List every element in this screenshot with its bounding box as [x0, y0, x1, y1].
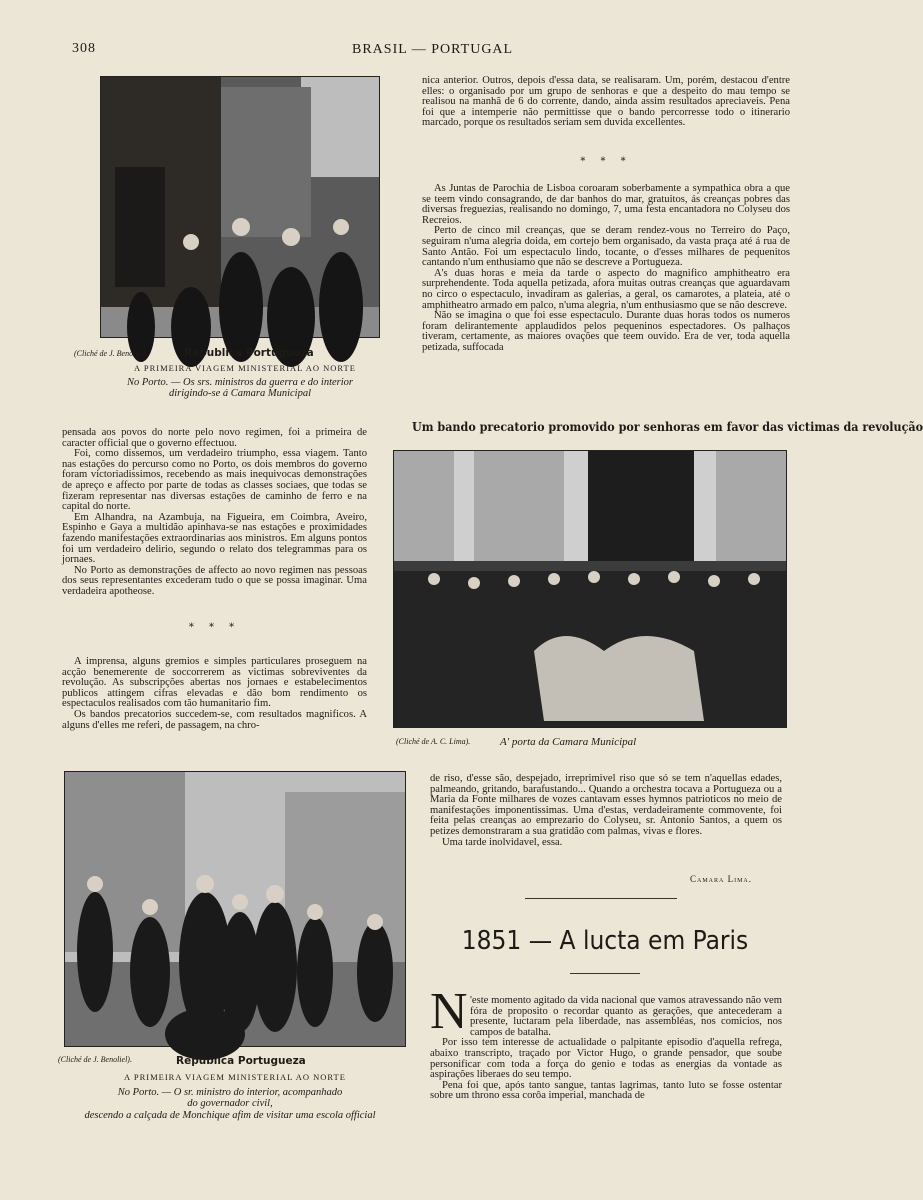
right-column-block2 [422, 184, 790, 354]
paragraph: Por isso tem interesse de actualidade o palpitante episodio d'aquella refrega, abaixo transcripto, traçado por Victor Hugo, o grande pensador, que soube personificar com toda a força do genio e todas as energias da vontade as aspirações liberaes do seu tempo. [430, 1037, 782, 1081]
paragraph: nica anterior. Outros, depois d'essa data, se realisaram. Um, porém, destacou d'entre elles: o organisado por um grupo de senhoras e que a despeito do mau tempo se realisou na manhã de 6 do corrente, dando, ainda assim resultados apreciaveis. Pena foi que a intemperie não permittisse que o bando percorresse todo o itinerario marcado, porque os resultados seriam sem duvida excellentes. [422, 75, 790, 129]
author-signature: Camara Lima. [690, 874, 753, 884]
paragraph: Perto de cinco mil creanças, que se deram rendez-vous no Terreiro do Paço, seguiram n'uma alegria doida, em cortejo bem organisado, da vasta praça até á rua de Santo Antão. Foi um espectaculo lindo, tocante, o d'esses milhares de pequenitos cantando n'um enthusiamo que não se descreve a Portugueza. [422, 225, 790, 269]
paragraph: Os bandos precatorios succedem-se, com resultados magnificos. A alguns d'elles me referi, de passagem, na chro- [62, 708, 367, 731]
photo2-heading: Um bando precatorio promovido por senhoras em favor das victimas da revolução [412, 419, 923, 434]
right-column-block3 [430, 774, 782, 848]
paragraph: A's duas horas e meia da tarde o aspecto do magnifico amphitheatro era surprehendente. Toda aquella petizada, afora muitas outras creanças que aguardavam no circo o espectaculo, invadiram as galerias, a geral, os camarotes, a plateia, até o amphitheatro armado em palco, n'uma alegria, n'um enthusiasmo que se não descreve. [422, 267, 790, 311]
paragraph: Foi, como dissemos, um verdadeiro triumpho, essa viagem. Tanto nas estações do percurso como no Porto, os dois membros do governo foram victoriadissimos, recebendo as mais inequivocas demonstrações de apreço e affecto por parte de todas as classes sociaes, que todas se fizeram representar nas diversas estações de caminho de ferro e na capital do norte. [62, 448, 367, 513]
photo2-caption: A' porta da Camara Municipal [500, 736, 637, 748]
article2-body [430, 996, 782, 1102]
paragraph: 'este momento agitado da vida nacional que vamos atravessando não vem fóra de proposito o recordar quanto as gerações, que antecederam a presente, luctaram pela liberdade, nas assembléas, nos comicios, nos campos de batalha. [470, 995, 782, 1038]
left-column-block2 [62, 657, 367, 731]
photo1-credit: (Cliché de J. Benoliel). [74, 349, 148, 358]
paragraph: pensada aos povos do norte pelo novo regimen, foi a primeira de caracter official que o governo effectuou. [62, 427, 367, 449]
photo-minister-descending-image [65, 772, 405, 1046]
section-stars-left: * * * [188, 622, 241, 633]
paragraph: de riso, d'esse são, despejado, irreprimivel riso que só se tem n'aquellas edades, palmeando, gritando, barafustando... Quando a orchestra tocava a Portugueza ou a Maria da Fonte milhares de vozes cantavam esses hymnos patrioticos no meio de manifestações imponentissimas. Uma d'estas, verdadeiramente commovente, foi feita pelas creanças ao emprezario do Colyseu, sr. Antonio Santos, a quem os petizes demonstraram a sua gratidão com palmas, vivas e flores. [430, 773, 782, 837]
photo-ministers-porto [100, 76, 380, 338]
right-column-block1 [422, 76, 790, 129]
photo2-credit: (Cliché de A. C. Lima). [396, 737, 471, 746]
photo1-caption-line1: No Porto. — Os srs. ministros da guerra e do interior [127, 377, 353, 388]
running-title: BRASIL — PORTUGAL [352, 42, 514, 57]
article2-title: 1851 — A lucta em Paris [461, 926, 749, 956]
photo-bando-precatorio [393, 450, 787, 728]
photo3-caption-line2: do governador civil, [187, 1098, 273, 1109]
photo1-title: Republica Portugueza [184, 347, 314, 359]
paragraph: Pena foi que, após tanto sangue, tantas lagrimas, tanto luto se fosse ostentar sobre um throno essa corôa imperial, manchada de [430, 1079, 782, 1102]
photo3-caption-line1: No Porto. — O sr. ministro do interior, acompanhado [117, 1087, 343, 1098]
photo3-subtitle: A PRIMEIRA VIAGEM MINISTERIAL AO NORTE [124, 1072, 346, 1082]
photo-minister-monchique [64, 771, 406, 1047]
photo3-credit: (Cliché de J. Benoliel). [58, 1055, 132, 1064]
paragraph: No Porto as demonstrações de affecto ao novo regimen nas pessoas dos seus representantes excederam tudo o que se possa imaginar. Uma verdadeira apotheose. [62, 564, 367, 597]
photo-charity-parade-image [394, 451, 786, 727]
page-number: 308 [72, 41, 96, 56]
paragraph: As Juntas de Parochia de Lisboa coroaram soberbamente a sympathica obra a que se teem vindo consagrando, de dar banhos do mar, gratuitos, ás creanças pobres das diversas freguezias, realisando no domingo, 7, uma festa encantadora no Colyseu dos Recreios. [422, 183, 790, 226]
paragraph: Em Alhandra, na Azambuja, na Figueira, em Coimbra, Aveiro, Espinho e Gaya a multidão apinhava-se nas estações e proximidades fazendo manifestações extraordinarias aos ministros. Em alguns pontos foi um verdadeiro delirio, segundo o relato dos telegrammas para os jornaes. [62, 511, 367, 566]
photo3-caption-line3: descendo a calçada de Monchique afim de visitar uma escola official [84, 1110, 376, 1121]
article2-drop-cap: N [430, 983, 468, 1040]
section-stars-right: * * * [580, 156, 632, 167]
photo-street-crowd-image [101, 77, 379, 337]
left-column-block1 [62, 428, 367, 598]
paragraph: Não se imagina o que foi esse espectaculo. Durante duas horas todos os numeros foram delirantemente applaudidos pelos pequeninos espectadores. Os palhaços tiveram, certamente, as maiores ovações que teem ouvido. Era de ver, toda aquella petizada, suffocada [422, 310, 790, 353]
photo1-caption-line2: dirigindo-se á Camara Municipal [168, 388, 312, 399]
photo1-subtitle: A PRIMEIRA VIAGEM MINISTERIAL AO NORTE [134, 363, 356, 373]
title-rule-top [525, 898, 677, 899]
title-rule-bottom [570, 973, 640, 974]
paragraph: Uma tarde inolvidavel, essa. [442, 836, 563, 848]
photo3-title: Republica Portugueza [176, 1055, 306, 1067]
paragraph: A imprensa, alguns gremios e simples particulares proseguem na acção benemerente de soccorrerem as victimas sobreviventes da revolução. As subscripções abertas nos jornaes e estabelecimentos publicos attingem cifras elevadas e dão bom rendimento os espectaculos realisados com tão humanitario fim. [62, 656, 367, 710]
